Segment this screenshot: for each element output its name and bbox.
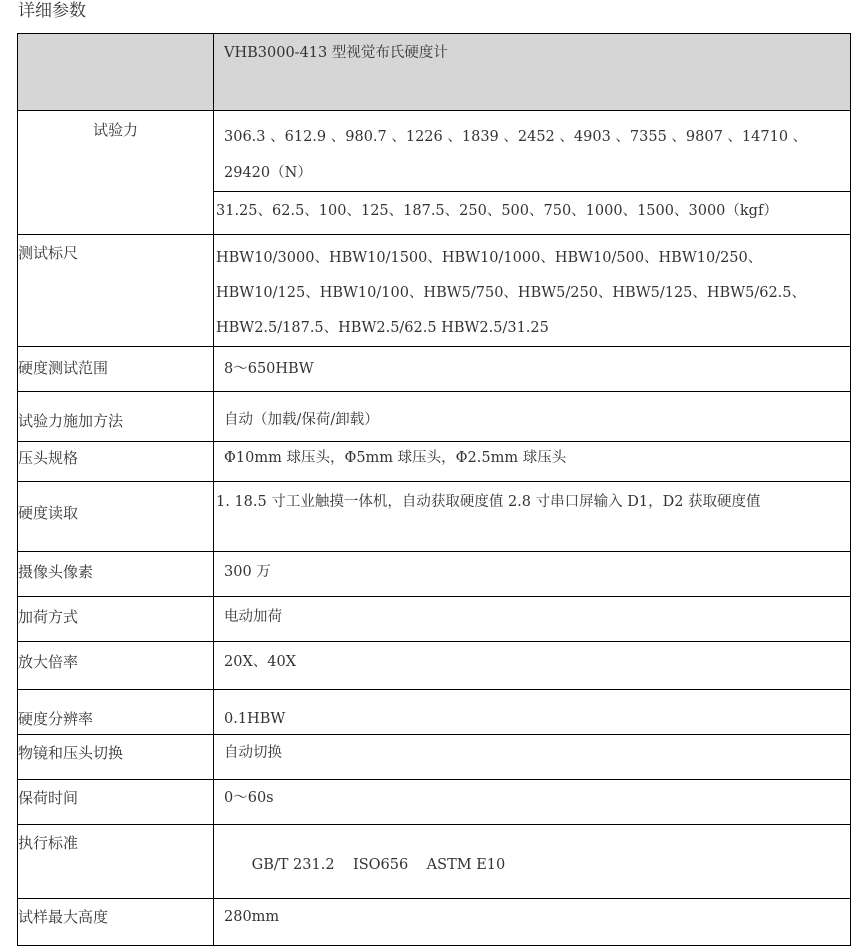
spec-table	[17, 33, 851, 946]
label-indenter: 压头规格	[18, 449, 79, 467]
value-scale-text: HBW10/3000、HBW10/1500、HBW10/1000、HBW10/500、HBW10/250、HBW10/125、HBW10/100、HBW5/750、HBW5/250、HBW5/125、HBW5/62.5、HBW2.5/187.5、HBW2.5/62.5 HBW2.5/31.25	[216, 250, 807, 336]
row-label	[18, 347, 214, 392]
row-label	[18, 392, 214, 442]
row-label	[18, 899, 214, 946]
value-camera-text: 300 万	[224, 564, 271, 580]
value-test-force-n	[214, 111, 851, 192]
value-loading-text: 电动加荷	[224, 609, 282, 625]
value-standard-text: GB/T 231.2 ISO656 ASTM E10	[251, 857, 506, 873]
page-heading: 详细参数	[18, 1, 86, 21]
value-indenter	[214, 442, 851, 482]
value-force-method	[214, 392, 851, 442]
label-standard: 执行标准	[18, 834, 79, 852]
table-row-switch	[18, 735, 851, 780]
header-empty-cell	[18, 34, 214, 111]
value-force-method-text: 自动（加载/保荷/卸载）	[224, 412, 379, 428]
value-resolution	[214, 690, 851, 735]
value-scale	[214, 235, 851, 347]
value-resolution-text: 0.1HBW	[224, 711, 286, 727]
row-label	[18, 825, 214, 899]
value-sample-height	[214, 899, 851, 946]
label-hardness-range: 硬度测试范围	[18, 359, 109, 377]
label-loading: 加荷方式	[18, 608, 79, 626]
table-row-indenter	[18, 442, 851, 482]
row-label	[18, 642, 214, 690]
value-dwell	[214, 780, 851, 825]
label-scale: 测试标尺	[18, 244, 79, 262]
label-switch: 物镜和压头切换	[18, 744, 124, 762]
value-hardness-range-text: 8～650HBW	[224, 361, 314, 377]
table-row-model	[18, 34, 851, 111]
value-test-force-kgf	[214, 192, 851, 235]
table-row-magnification	[18, 642, 851, 690]
table-row-standard	[18, 825, 851, 899]
row-label	[18, 552, 214, 597]
label-resolution: 硬度分辨率	[18, 710, 94, 728]
label-camera: 摄像头像素	[18, 563, 94, 581]
table-row-sample-height	[18, 899, 851, 946]
table-row-hardness-reading	[18, 482, 851, 552]
value-switch-text: 自动切换	[224, 745, 282, 761]
table-row-hardness-range	[18, 347, 851, 392]
row-label	[18, 482, 214, 552]
table-row-scale	[18, 235, 851, 347]
value-hardness-reading-text: 1. 18.5 寸工业触摸一体机，自动获取硬度值 2.8 寸串口屏输入 D1，D2 获取硬度值	[216, 494, 761, 510]
row-label	[18, 780, 214, 825]
row-label	[18, 597, 214, 642]
table-row-camera	[18, 552, 851, 597]
value-standard	[214, 825, 851, 899]
label-force-method: 试验力施加方法	[18, 412, 124, 430]
label-sample-height: 试样最大高度	[18, 908, 109, 926]
row-label	[18, 735, 214, 780]
model-title	[214, 34, 851, 111]
table-row-loading	[18, 597, 851, 642]
table-row-dwell	[18, 780, 851, 825]
value-sample-height-text: 280mm	[224, 909, 280, 925]
label-dwell: 保荷时间	[18, 789, 79, 807]
value-magnification	[214, 642, 851, 690]
model-title-text: VHB3000-413 型视觉布氏硬度计	[224, 45, 448, 61]
value-test-force-n-text: 306.3 、612.9 、980.7 、1226 、1839 、2452 、4903 、7355 、9807 、14710 、29420（N）	[224, 129, 808, 181]
label-test-force: 试验力	[92, 121, 138, 139]
value-indenter-text: Φ10mm 球压头，Φ5mm 球压头，Φ2.5mm 球压头	[224, 450, 567, 466]
row-label	[18, 111, 214, 235]
value-loading	[214, 597, 851, 642]
value-test-force-kgf-text: 31.25、62.5、100、125、187.5、250、500、750、1000、1500、3000（kgf）	[216, 203, 778, 219]
table-row-resolution	[18, 690, 851, 735]
value-dwell-text: 0～60s	[224, 790, 274, 806]
value-magnification-text: 20X、40X	[224, 654, 297, 670]
value-camera	[214, 552, 851, 597]
value-switch	[214, 735, 851, 780]
label-magnification: 放大倍率	[18, 653, 79, 671]
table-row-test-force	[18, 111, 851, 192]
value-hardness-range	[214, 347, 851, 392]
row-label	[18, 690, 214, 735]
value-hardness-reading	[214, 482, 851, 552]
row-label	[18, 235, 214, 347]
label-hardness-reading: 硬度读取	[18, 504, 79, 522]
table-row-force-method	[18, 392, 851, 442]
row-label	[18, 442, 214, 482]
